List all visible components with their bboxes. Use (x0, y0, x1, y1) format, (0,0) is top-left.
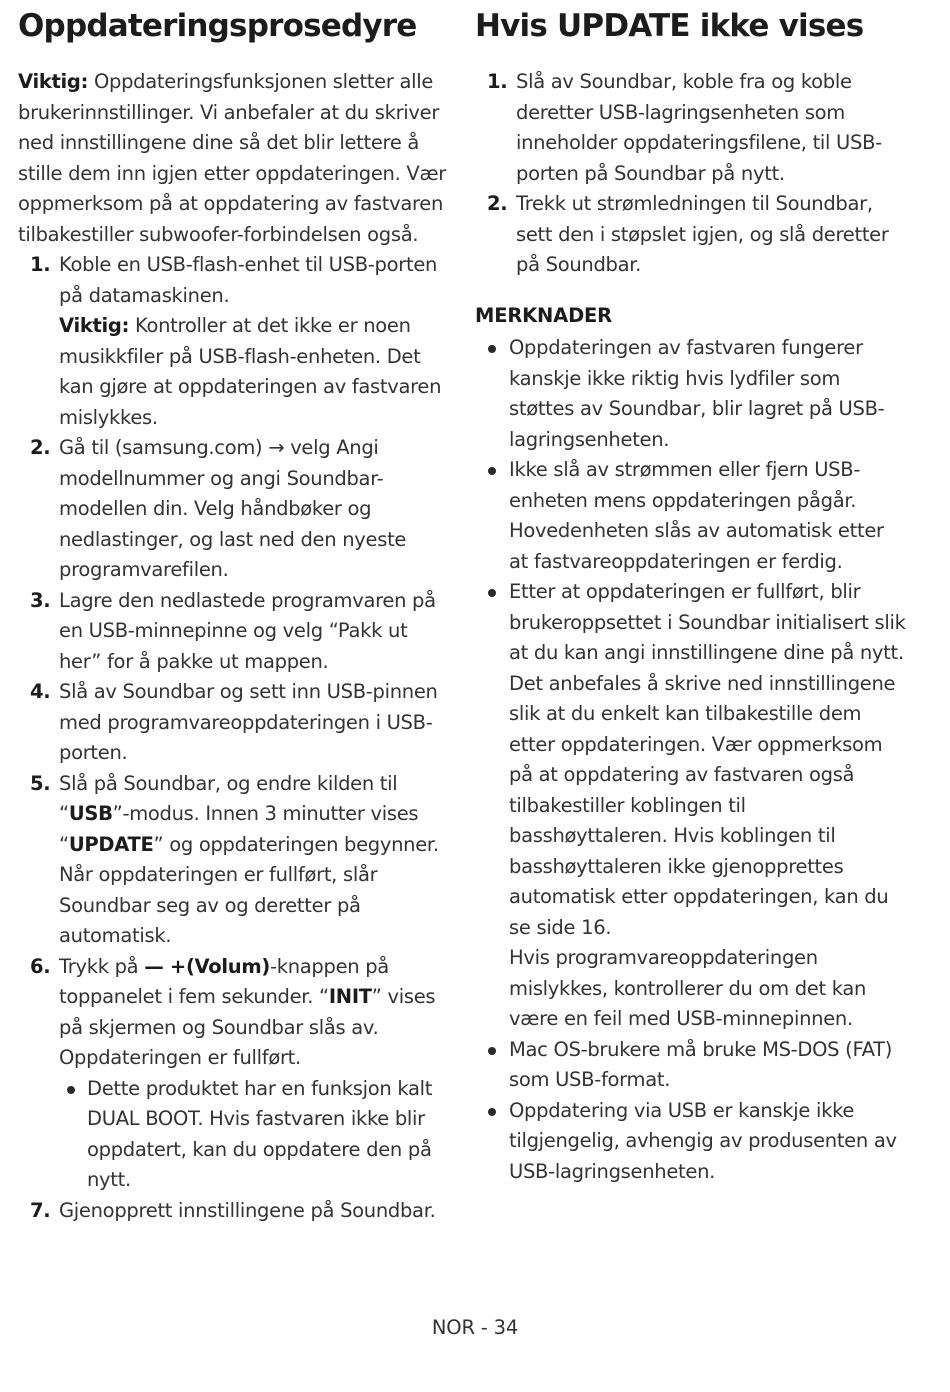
update-steps-list (18, 250, 448, 1226)
note-extra-text: Hvis programvareoppdateringen mislykkes, kontrollerer du om det kan være en feil med USB-minnepinnen. (509, 946, 867, 1031)
intro-paragraph (18, 67, 448, 250)
note-text: Etter at oppdateringen er fullført, blir brukeroppsettet i Soundbar initialisert slik at du kan angi innstillingene dine på nytt. Det anbefales å skrive ned innstillingene slik at du enkelt kan tilbakestille dem etter oppdateringen. Vær oppmerksom på at oppdatering av fastvaren også tilbakestiller koblingen til basshøyttaleren. Hvis koblingen til basshøyttaleren ikke gjenopprettes automatisk etter oppdateringen, kan du se side 16. (509, 580, 906, 939)
left-column (18, 8, 448, 1226)
step-text: Gå til (samsung.com) → velg Angi modellnummer og angi Soundbar-modellen din. Velg håndbøker og nedlastinger, og last ned den nyeste programvarefilen. (59, 436, 407, 582)
usb-mode-label: USB (68, 802, 113, 826)
sub-item-text: Dette produktet har en funksjon kalt DUAL BOOT. Hvis fastvaren ikke blir oppdatert, kan du oppdatere den på nytt. (87, 1076, 433, 1192)
step-text: Slå av Soundbar og sett inn USB-pinnen med programvareoppdateringen i USB-porten. (59, 680, 438, 765)
list-item (18, 586, 448, 678)
step-number: 2. (487, 192, 508, 216)
list-item (18, 677, 448, 769)
update-display-label: UPDATE (68, 832, 154, 856)
bullet-icon (488, 1108, 496, 1116)
list-item (59, 1074, 448, 1196)
troubleshoot-steps-list (475, 67, 907, 281)
intro-important-label: Viktig: (18, 70, 89, 94)
step-text: Lagre den nedlastede programvaren på en USB-minnepinne og velg “Pakk ut her” for å pakke ut mappen. (59, 588, 436, 673)
step-text: ” vises på skjermen og Soundbar slås av. Oppdateringen er fullført. (59, 985, 436, 1070)
list-item (18, 250, 448, 433)
step-number: 1. (487, 70, 508, 94)
note-text: Ikke slå av strømmen eller fjern USB-enheten mens oppdateringen pågår. Hovedenheten slås av automatisk etter at fastvareoppdateringen er ferdig. (509, 458, 884, 573)
list-item (18, 769, 448, 952)
note-text: Oppdatering via USB er kanskje ikke tilgjengelig, avhengig av produsenten av USB-lagringsenheten. (509, 1098, 897, 1183)
step-number: 6. (30, 954, 51, 978)
step-number: 5. (30, 771, 51, 795)
list-item (475, 189, 907, 281)
step-number: 2. (30, 436, 51, 460)
note-text: Mac OS-brukere må bruke MS-DOS (FAT) som USB-format. (509, 1037, 893, 1092)
page-number: NOR - 34 (431, 1316, 519, 1339)
step-number: 7. (30, 1198, 51, 1222)
volume-button-label: — +(Volum) (144, 954, 270, 978)
bullet-icon (488, 467, 496, 475)
step-text: Trekk ut strømledningen til Soundbar, sett den i støpslet igjen, og slå deretter på Soundbar. (516, 192, 889, 277)
list-item (475, 1096, 907, 1188)
right-column (475, 8, 907, 1187)
bullet-icon (67, 1086, 75, 1094)
step-important-text: Kontroller at det ikke er noen musikkfiler på USB-flash-enheten. Det kan gjøre at oppdateringen av fastvaren mislykkes. (59, 314, 442, 429)
init-display-label: INIT (328, 985, 372, 1009)
note-text: Oppdateringen av fastvaren fungerer kanskje ikke riktig hvis lydfiler som støttes av Soundbar, blir lagret på USB-lagringsenheten. (509, 336, 885, 451)
step-text: Gjenopprett innstillingene på Soundbar. (59, 1198, 436, 1222)
step-sub-list (59, 1074, 448, 1196)
bullet-icon (488, 1047, 496, 1055)
list-item (475, 577, 907, 1035)
step-number: 1. (30, 253, 51, 277)
intro-text: Oppdateringsfunksjonen sletter alle brukerinnstillinger. Vi anbefaler at du skriver ned innstillingene dine så det blir lettere å stille dem inn igjen etter oppdateringen. Vær oppmerksom på at oppdatering av fastvaren tilbakestiller subwoofer-forbindelsen også. (18, 70, 447, 246)
page-title: Oppdateringsprosedyre (18, 8, 417, 44)
list-item (18, 952, 448, 1196)
list-item (475, 67, 907, 189)
step-number: 4. (30, 680, 51, 704)
notes-list (475, 333, 907, 1187)
step-text: Slå på Soundbar, og endre kilden til “ (59, 771, 398, 826)
step-number: 3. (30, 588, 51, 612)
step-text: Slå av Soundbar, koble fra og koble deretter USB-lagringsenheten som inneholder oppdateringsfilene, til USB-porten på Soundbar på nytt. (516, 70, 882, 185)
list-item (18, 1196, 448, 1227)
list-item (475, 1035, 907, 1096)
step-text: ” og oppdateringen begynner. Når oppdateringen er fullført, slår Soundbar seg av og deretter på automatisk. (59, 832, 439, 948)
list-item (475, 455, 907, 577)
step-text: ”-modus. Innen 3 minutter vises “ (59, 802, 419, 856)
step-text: -knappen på toppanelet i fem sekunder. “ (59, 954, 389, 1009)
notes-heading: MERKNADER (475, 303, 612, 327)
step-text: Trykk på (59, 954, 145, 978)
list-item (18, 433, 448, 586)
step-important-label: Viktig: (59, 314, 130, 338)
bullet-icon (488, 589, 496, 597)
section-title: Hvis UPDATE ikke vises (475, 8, 864, 44)
bullet-icon (488, 345, 496, 353)
list-item (475, 333, 907, 455)
step-text: Koble en USB-flash-enhet til USB-porten på datamaskinen. (59, 253, 438, 307)
